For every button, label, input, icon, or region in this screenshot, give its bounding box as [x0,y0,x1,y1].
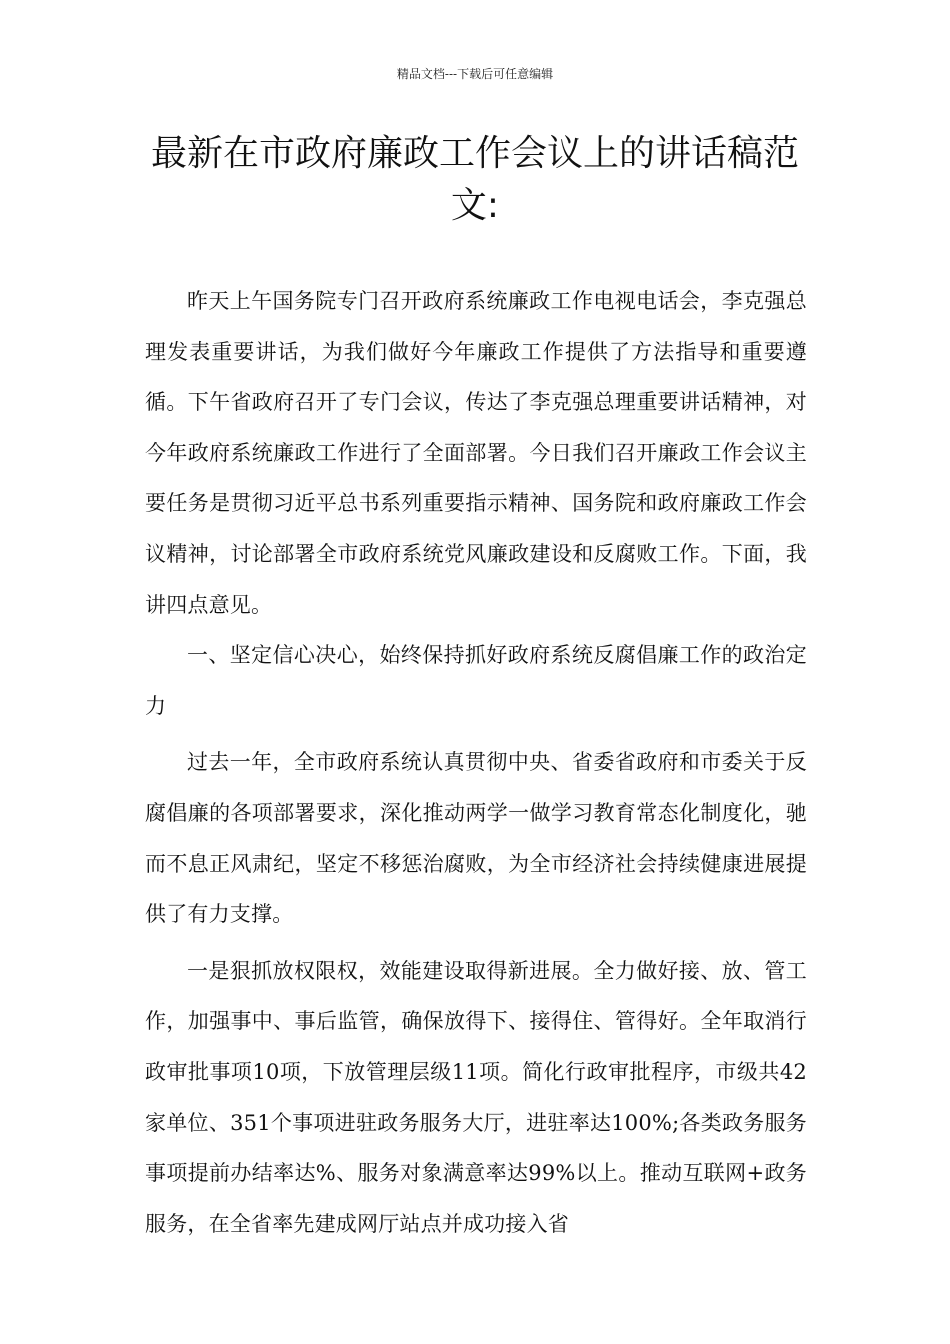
document-body [145,276,807,1249]
paragraph-past-year: 过去一年，全市政府系统认真贯彻中央、省委省政府和市委关于反腐倡廉的各项部署要求，深化推动两学一做学习教育常态化制度化，驰而不息正风肃纪，坚定不移惩治腐败，为全市经济社会持续健康进展提供了有力支撑。 [145,750,807,927]
header-note: 精品文档---下载后可任意编辑 [396,67,554,81]
paragraph-intro: 昨天上午国务院专门召开政府系统廉政工作电视电话会，李克强总理发表重要讲话，为我们做好今年廉政工作提供了方法指导和重要遵循。下午省政府召开了专门会议，传达了李克强总理重要讲话精神，对今年政府系统廉政工作进行了全面部署。今日我们召开廉政工作会议主要任务是贯彻习近平总书系列重要指示精神、国务院和政府廉政工作会议精神，讨论部署全市政府系统党风廉政建设和反腐败工作。下面，我讲四点意见。 [145,289,807,617]
paragraph-section-one-heading: 一、坚定信心决心，始终保持抓好政府系统反腐倡廉工作的政治定力 [145,643,807,718]
paragraph-point-one: 一是狠抓放权限权，效能建设取得新进展。全力做好接、放、管工作，加强事中、事后监管，确保放得下、接得住、管得好。全年取消行政审批事项10项，下放管理层级11项。简化行政审批程序，市级共42家单位、351个事项进驻政务服务大厅，进驻率达100%;各类政务服务事项提前办结率达%、服务对象满意率达99%以上。推动互联网+政务服务，在全省率先建成网厅站点并成功接入省 [145,958,807,1236]
document-title: 最新在市政府廉政工作会议上的讲话稿范文: [150,133,799,226]
